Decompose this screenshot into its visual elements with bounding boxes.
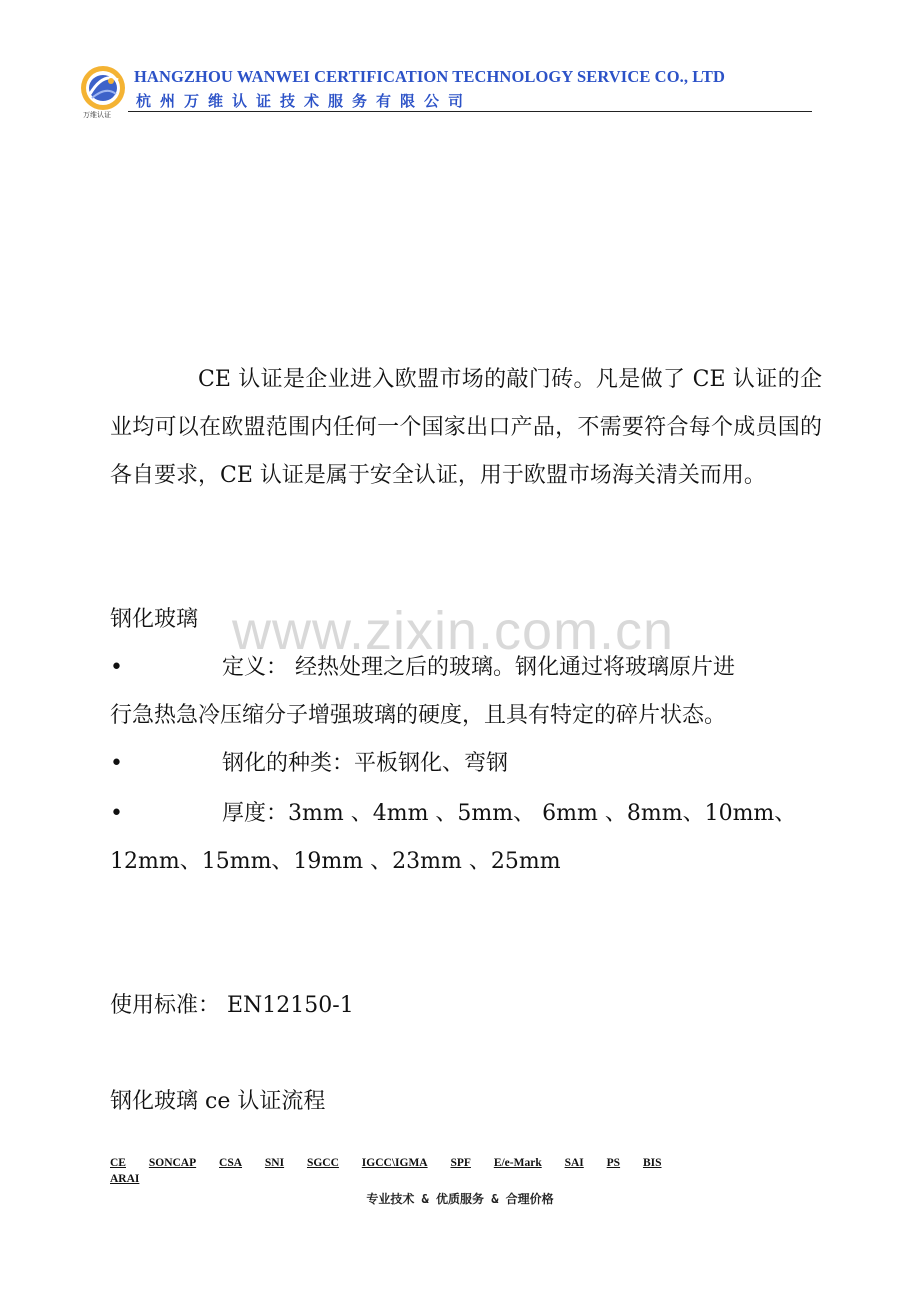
company-name-chinese: 杭州万维认证技术服务有限公司 — [136, 92, 473, 110]
bullet-symbol: • — [110, 751, 123, 776]
footer-link-ps[interactable]: PS — [606, 1157, 621, 1169]
watermark: www.zixin.com.cn — [232, 601, 675, 661]
footer-link-sni[interactable]: SNI — [264, 1157, 285, 1169]
bullet-definition-continued: 行急热急冷压缩分子增强玻璃的硬度，且具有特定的碎片状态。 — [110, 703, 727, 728]
footer-links — [110, 1157, 682, 1169]
logo-caption: 万维认证 — [83, 111, 111, 119]
bullet-symbol: • — [110, 801, 123, 826]
bullet-thickness: 厚度：3mm 、4mm 、5mm、 6mm 、8mm、10mm、 — [222, 801, 797, 826]
footer-link-arai[interactable]: ARAI — [110, 1173, 140, 1185]
company-name-english: HANGZHOU WANWEI CERTIFICATION TECHNOLOGY SERVICE CO., LTD — [134, 67, 726, 86]
footer-link-csa[interactable]: CSA — [219, 1157, 243, 1169]
footer-link-soncap[interactable]: SONCAP — [148, 1157, 197, 1169]
bullet-thickness-continued: 12mm、15mm、19mm 、23mm 、25mm — [110, 849, 561, 874]
header-divider — [128, 111, 812, 112]
bullet-types: 钢化的种类：平板钢化、弯钢 — [222, 751, 509, 776]
section-title: 钢化玻璃 — [110, 607, 199, 632]
footer-link-sai[interactable]: SAI — [564, 1157, 584, 1169]
footer-link-ce[interactable]: CE — [110, 1157, 126, 1169]
footer-link-e-mark[interactable]: E/e-Mark — [493, 1157, 542, 1169]
footer-slogan: 专业技术 & 优质服务 & 合理价格 — [366, 1192, 554, 1206]
footer-link-sgcc[interactable]: SGCC — [306, 1157, 339, 1169]
footer-link-spf[interactable]: SPF — [450, 1157, 471, 1169]
footer-link-igcc-igma[interactable]: IGCC\IGMA — [361, 1157, 428, 1169]
footer-link-bis[interactable]: BIS — [642, 1157, 662, 1169]
bullet-symbol: • — [110, 655, 123, 680]
intro-paragraph: CE 认证是企业进入欧盟市场的敲门砖。凡是做了 CE 认证的企业均可以在欧盟范围内任何一个国家出口产品，不需要符合每个成员国的各自要求，CE 认证是属于安全认证，用于欧盟市场海关清关而用。 — [110, 367, 822, 488]
bullet-definition: 定义： 经热处理之后的玻璃。钢化通过将玻璃原片进 — [222, 655, 735, 680]
process-title: 钢化玻璃 ce 认证流程 — [110, 1089, 326, 1114]
standard-line: 使用标准： EN12150-1 — [110, 993, 354, 1018]
